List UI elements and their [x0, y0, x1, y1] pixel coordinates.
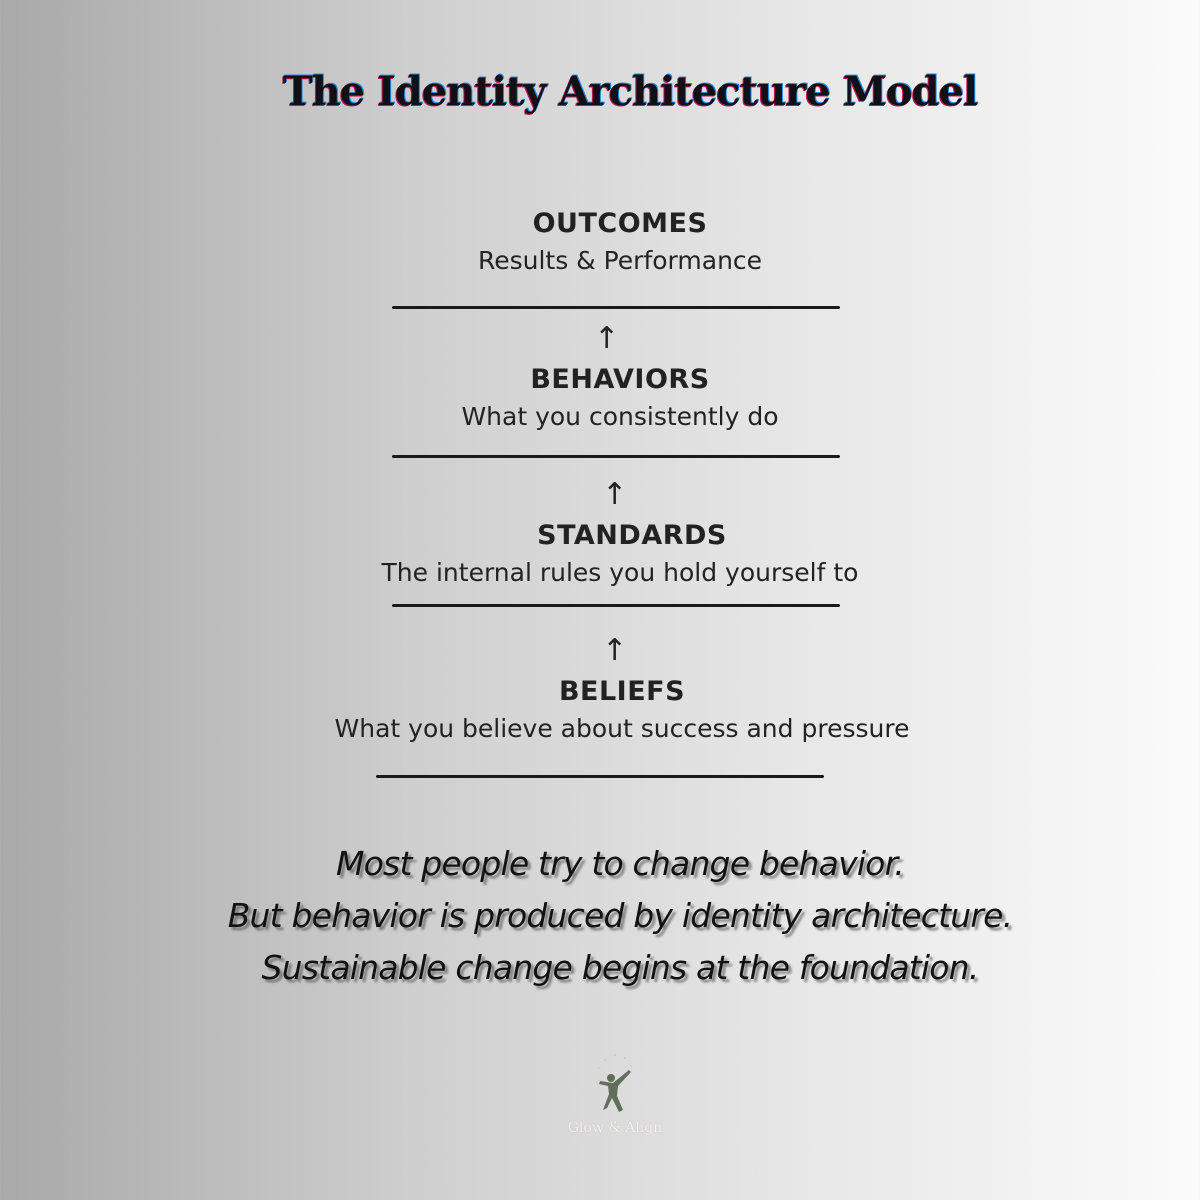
layer-behaviors — [410, 364, 830, 432]
layer-name: STANDARDS — [537, 520, 727, 551]
quote-line: But behavior is produced by identity architecture. — [227, 896, 1013, 935]
brand-logo — [560, 1052, 670, 1136]
layer-outcomes — [420, 208, 820, 276]
divider-line — [392, 306, 840, 309]
quote-line: Most people try to change behavior. — [335, 844, 904, 883]
up-arrow-icon: ↑ — [602, 477, 628, 512]
up-arrow-icon: ↑ — [602, 633, 628, 668]
logo-text: Glow & Align — [567, 1120, 663, 1136]
up-arrow-icon: ↑ — [594, 321, 620, 356]
page-title: The Identity Architecture Model — [282, 68, 978, 115]
layer-name: BEHAVIORS — [530, 364, 710, 395]
layer-name: OUTCOMES — [532, 208, 708, 239]
divider-line — [376, 775, 824, 778]
layer-description: The internal rules you hold yourself to — [381, 558, 859, 588]
divider-line — [392, 455, 840, 458]
quote-line: Sustainable change begins at the foundation. — [261, 948, 979, 987]
layer-beliefs — [322, 676, 922, 744]
layer-description: What you consistently do — [461, 402, 779, 432]
divider-line — [392, 604, 840, 607]
layer-name: BELIEFS — [558, 676, 686, 707]
layer-description: What you believe about success and pressure — [334, 714, 910, 744]
layer-standards — [370, 520, 870, 588]
closing-statement — [0, 838, 1200, 994]
leaping-figure-icon — [585, 1052, 645, 1118]
layer-description: Results & Performance — [477, 246, 763, 276]
